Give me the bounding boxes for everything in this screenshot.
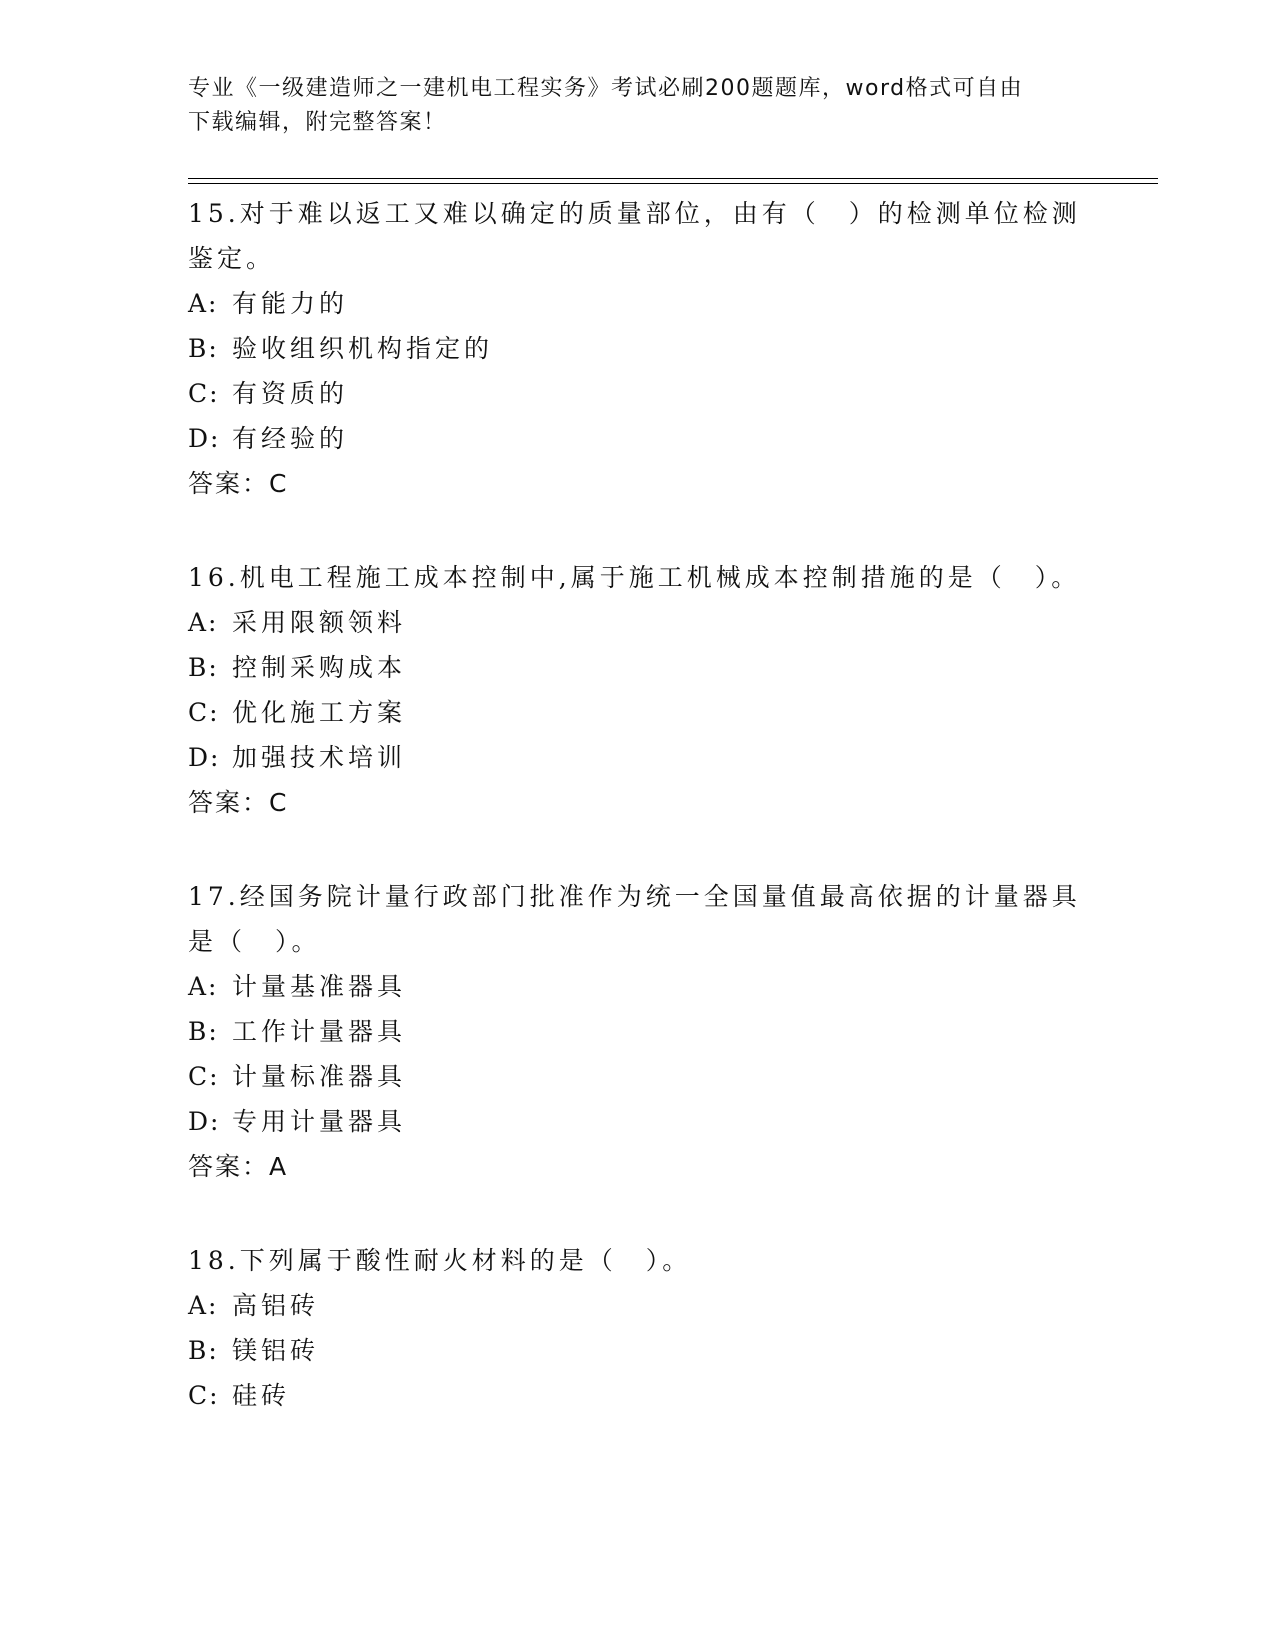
option-a	[188, 281, 1088, 326]
option-c	[188, 690, 1088, 735]
header-divider-bottom	[188, 183, 1158, 184]
option-c	[188, 1373, 1088, 1418]
question-17	[188, 873, 1088, 1189]
option-label: A:	[188, 972, 219, 1001]
option-text: 硅砖	[232, 1381, 291, 1410]
option-b	[188, 1009, 1088, 1054]
answer-line: 答案：C	[188, 469, 289, 498]
question-18	[188, 1237, 1088, 1418]
option-c	[188, 371, 1088, 416]
header-line-1: 专业《一级建造师之一建机电工程实务》考试必刷200题题库，word格式可自由	[188, 76, 1024, 101]
option-b	[188, 1328, 1088, 1373]
option-text: 工作计量器具	[232, 1017, 407, 1046]
option-text: 加强技术培训	[232, 743, 407, 772]
option-c	[188, 1054, 1088, 1099]
question-spacer	[188, 1189, 1088, 1237]
option-text: 有能力的	[232, 289, 349, 318]
question-stem: 16.机电工程施工成本控制中,属于施工机械成本控制措施的是（ ）。	[188, 563, 1081, 592]
document-header	[188, 72, 1088, 140]
answer-line: 答案：A	[188, 1152, 289, 1181]
option-text: 专用计量器具	[232, 1107, 407, 1136]
question-stem: 15.对于难以返工又难以确定的质量部位，由有（ ）的检测单位检测鉴定。	[188, 199, 1081, 273]
option-label: C:	[188, 698, 220, 727]
option-a	[188, 1283, 1088, 1328]
option-text: 有经验的	[232, 424, 349, 453]
question-16	[188, 554, 1088, 825]
header-line-2: 下载编辑，附完整答案！	[188, 110, 447, 135]
question-15	[188, 190, 1088, 506]
option-text: 高铝砖	[232, 1291, 320, 1320]
option-label: A:	[188, 608, 219, 637]
header-divider-top	[188, 178, 1158, 179]
option-label: C:	[188, 1381, 220, 1410]
option-text: 镁铝砖	[232, 1336, 320, 1365]
option-label: D:	[188, 1107, 221, 1136]
question-list	[188, 190, 1088, 1418]
question-stem: 18.下列属于酸性耐火材料的是（ ）。	[188, 1246, 692, 1275]
option-label: A:	[188, 1291, 219, 1320]
option-label: B:	[188, 1336, 219, 1365]
question-spacer	[188, 506, 1088, 554]
option-text: 验收组织机构指定的	[232, 334, 494, 363]
option-label: A:	[188, 289, 219, 318]
option-text: 采用限额领料	[232, 608, 407, 637]
option-text: 有资质的	[232, 379, 349, 408]
option-label: C:	[188, 379, 220, 408]
option-d	[188, 1099, 1088, 1144]
option-a	[188, 964, 1088, 1009]
option-label: C:	[188, 1062, 220, 1091]
option-text: 控制采购成本	[232, 653, 407, 682]
option-label: D:	[188, 424, 221, 453]
option-b	[188, 326, 1088, 371]
option-text: 优化施工方案	[232, 698, 407, 727]
option-a	[188, 600, 1088, 645]
option-d	[188, 416, 1088, 461]
option-label: D:	[188, 743, 221, 772]
option-text: 计量基准器具	[232, 972, 407, 1001]
answer-line: 答案：C	[188, 788, 289, 817]
option-d	[188, 735, 1088, 780]
question-stem: 17.经国务院计量行政部门批准作为统一全国量值最高依据的计量器具是（ ）。	[188, 882, 1081, 956]
option-b	[188, 645, 1088, 690]
option-label: B:	[188, 1017, 219, 1046]
question-spacer	[188, 825, 1088, 873]
option-text: 计量标准器具	[232, 1062, 407, 1091]
option-label: B:	[188, 653, 219, 682]
option-label: B:	[188, 334, 219, 363]
